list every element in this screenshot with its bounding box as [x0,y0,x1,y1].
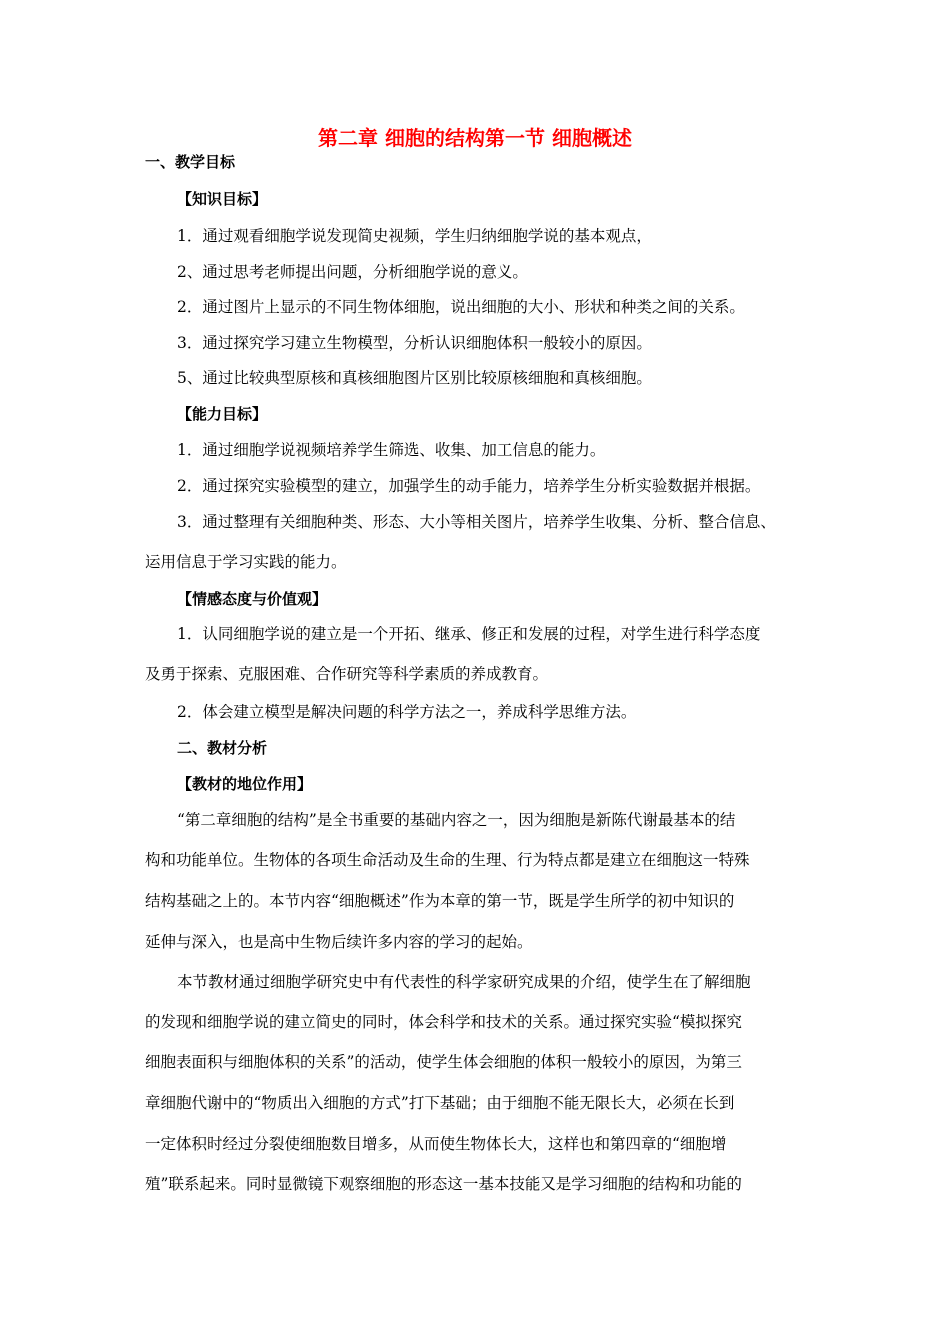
ability-item-continuation: 运用信息于学习实践的能力。 [145,553,347,571]
knowledge-item: 5、通过比较典型原核和真核细胞图片区别比较原核细胞和真核细胞。 [177,369,652,387]
subheading-emotion: 【情感态度与价值观】 [177,590,328,608]
emotion-item: 2．体会建立模型是解决问题的科学方法之一，养成科学思维方法。 [177,703,637,721]
ability-item: 3．通过整理有关细胞种类、形态、大小等相关图片，培养学生收集、分析、整合信息、 [177,513,776,531]
ability-item: 2．通过探究实验模型的建立，加强学生的动手能力，培养学生分析实验数据并根据。 [177,477,761,495]
knowledge-item: 3．通过探究学习建立生物模型，分析认识细胞体积一般较小的原因。 [177,334,652,352]
paragraph-line: 细胞表面积与细胞体积的关系”的活动，使学生体会细胞的体积一般较小的原因，为第三 [145,1053,742,1071]
paragraph-line: 一定体积时经过分裂使细胞数目增多，从而使生物体长大，这样也和第四章的“细胞增 [145,1135,727,1153]
subheading-knowledge: 【知识目标】 [177,190,268,208]
paragraph-line: 构和功能单位。生物体的各项生命活动及生命的生理、行为特点都是建立在细胞这一特殊 [145,851,750,869]
paragraph-line: “第二章细胞的结构”是全书重要的基础内容之一，因为细胞是新陈代谢最基本的结 [177,811,736,829]
subheading-position: 【教材的地位作用】 [177,775,313,793]
knowledge-item: 2．通过图片上显示的不同生物体细胞，说出细胞的大小、形状和种类之间的关系。 [177,298,745,316]
paragraph-line: 章细胞代谢中的“物质出入细胞的方式”打下基础；由于细胞不能无限长大，必须在长到 [145,1094,735,1112]
paragraph-line: 延伸与深入，也是高中生物后续许多内容的学习的起始。 [145,933,533,951]
paragraph-line: 结构基础之上的。本节内容“细胞概述”作为本章的第一节，既是学生所学的初中知识的 [145,892,735,910]
ability-item: 1．通过细胞学说视频培养学生筛选、收集、加工信息的能力。 [177,441,606,459]
knowledge-item: 2、通过思考老师提出问题，分析细胞学说的意义。 [177,263,528,281]
paragraph-line: 本节教材通过细胞学研究史中有代表性的科学家研究成果的介绍，使学生在了解细胞 [177,973,751,991]
paragraph-line: 的发现和细胞学说的建立简史的同时，体会科学和技术的关系。通过探究实验“模拟探究 [145,1013,742,1031]
knowledge-item: 1．通过观看细胞学说发现简史视频，学生归纳细胞学说的基本观点， [177,227,652,245]
subheading-ability: 【能力目标】 [177,405,268,423]
section-heading-objectives: 一、教学目标 [145,153,236,171]
section-heading-material: 二、教材分析 [177,739,268,757]
page-title: 第二章 细胞的结构第一节 细胞概述 [318,126,632,150]
paragraph-line: 殖”联系起来。同时显微镜下观察细胞的形态这一基本技能又是学习细胞的结构和功能的 [145,1175,742,1193]
emotion-item-continuation: 及勇于探索、克服困难、合作研究等科学素质的养成教育。 [145,665,549,683]
emotion-item: 1．认同细胞学说的建立是一个开拓、继承、修正和发展的过程，对学生进行科学态度 [177,625,761,643]
